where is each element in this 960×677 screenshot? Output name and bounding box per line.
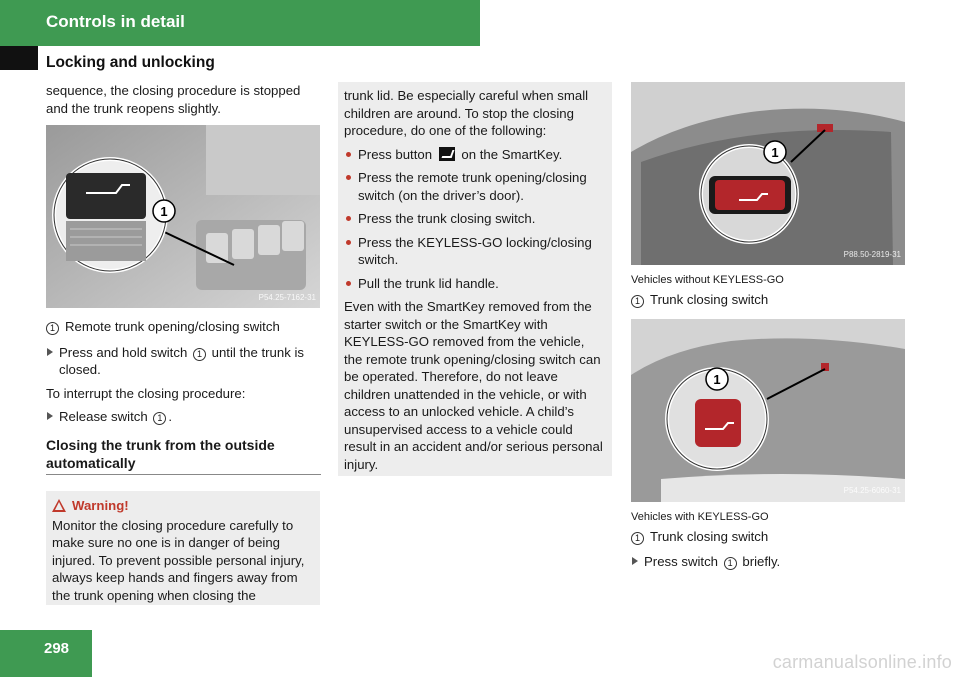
figure-caption: Vehicles with KEYLESS-GO <box>631 510 769 523</box>
watermark: carmanualsonline.info <box>772 652 952 672</box>
subheading: Closing the trunk from the outside automatically <box>46 436 321 475</box>
figure-caption: Vehicles without KEYLESS-GO <box>631 274 784 286</box>
step-text: briefly. <box>742 554 781 569</box>
warning-title-text: Warning! <box>72 498 129 513</box>
trunk-switch-figure-without-keyless <box>631 82 905 265</box>
warning-title <box>52 497 314 515</box>
legend-item <box>46 318 321 336</box>
interrupt-text: To interrupt the closing procedure: <box>46 385 246 401</box>
step-text: Press switch <box>644 554 719 569</box>
trunk-lid-illustration <box>631 82 905 265</box>
bullet-item: Press the KEYLESS-GO locking/closing switch. <box>344 234 606 269</box>
column-left <box>46 82 321 475</box>
step-text: until the trunk is closed. <box>59 344 304 377</box>
figure-callout: 1 <box>713 371 721 387</box>
box-intro: trunk lid. Be especially careful when small children are around. To stop the closing procedure, do one of the following: <box>344 88 589 138</box>
step-text: Press and hold switch <box>59 344 188 360</box>
callout-number: 1 <box>631 532 644 545</box>
chapter-title: Controls in detail <box>46 12 185 31</box>
bullet-item <box>344 146 606 164</box>
warning-triangle-icon <box>52 499 66 512</box>
callout-number: 1 <box>724 557 737 570</box>
bullet-item: Pull the trunk lid handle. <box>344 275 606 293</box>
bullet-text: on the SmartKey. <box>461 146 563 162</box>
figure-code: P54.25-6060-31 <box>843 486 901 495</box>
column-right <box>631 82 906 577</box>
door-panel-illustration <box>46 125 320 308</box>
figure-code: P88.50-2819-31 <box>843 249 901 259</box>
warning-continued-box <box>338 82 612 476</box>
intro-text: sequence, the closing procedure is stopped and the trunk reopens slightly. <box>46 83 301 116</box>
step-text: Release switch <box>59 409 148 424</box>
legend-text: Trunk closing switch <box>650 528 769 544</box>
page-number: 298 <box>44 640 70 657</box>
figure-callout: 1 <box>160 204 168 219</box>
callout-number: 1 <box>193 348 206 361</box>
warning-text: Monitor the closing procedure carefully to make sure no one is in danger of being injured. To prevent possible personal injury, always keep hands and fingers away from the trunk opening when closing the <box>52 517 305 603</box>
section-marker <box>0 46 38 70</box>
callout-number: 1 <box>631 295 644 308</box>
step-text: . <box>168 409 173 424</box>
figure-code: P54.25-7162-31 <box>258 292 316 302</box>
instruction-step <box>46 344 321 379</box>
callout-number: 1 <box>153 412 166 425</box>
legend-item <box>631 291 906 309</box>
legend-text: Remote trunk opening/closing switch <box>65 319 280 334</box>
door-switch-figure <box>46 125 320 308</box>
legend-text: Trunk closing switch <box>650 292 769 307</box>
instruction-step <box>631 553 906 571</box>
trunk-switch-figure-with-keyless <box>631 319 905 502</box>
figure-callout: 1 <box>771 145 779 160</box>
callout-number: 1 <box>46 322 59 335</box>
trunk-button-icon <box>439 147 455 161</box>
trunk-lid-keyless-illustration <box>631 319 905 502</box>
section-title: Locking and unlocking <box>46 54 215 71</box>
warning-box <box>46 491 320 605</box>
legend-item <box>631 528 906 546</box>
bullet-item: Press the remote trunk opening/closing switch (on the driver’s door). <box>344 169 606 204</box>
box-closing-text: Even with the SmartKey removed from the starter switch or the SmartKey with KEYLESS-GO removed from the vehicle, the remote trunk opening/closing switch can be operated. Therefore, do not leave children unattended in the vehicle, or with access to an unlocked vehicle. A child’s unsupervised access to a vehicle could result in an accident and/or serious personal injury. <box>344 299 603 472</box>
instruction-step <box>46 408 321 426</box>
bullet-text: Press button <box>358 146 433 162</box>
bullet-item: Press the trunk closing switch. <box>344 210 606 228</box>
